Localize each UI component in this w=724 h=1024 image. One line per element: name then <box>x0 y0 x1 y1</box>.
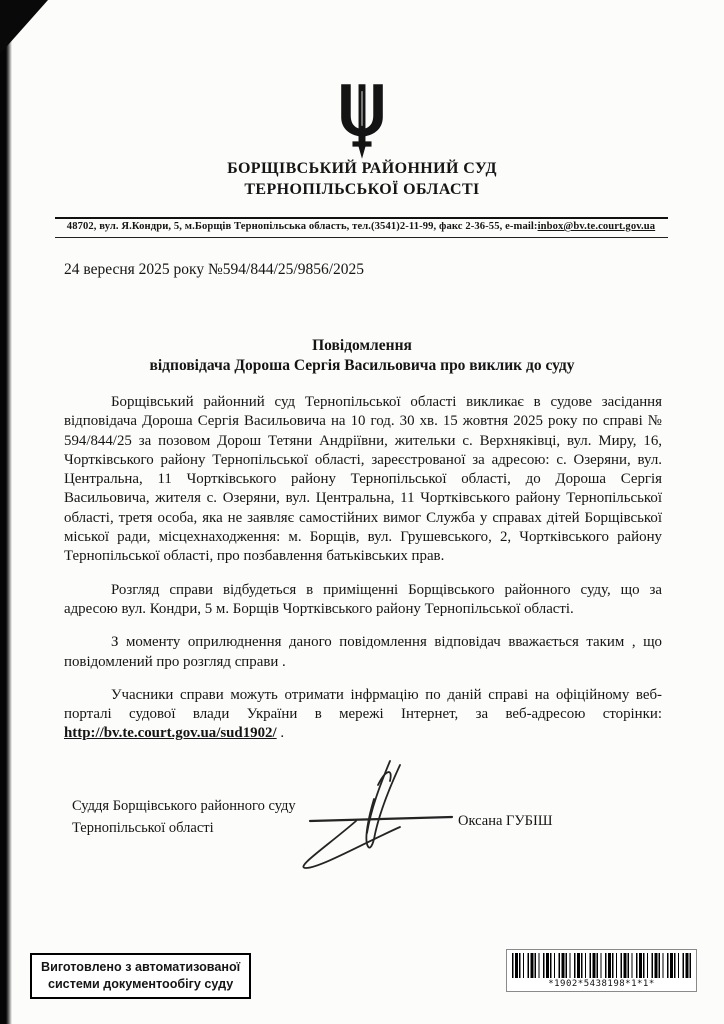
notice-title-block <box>0 336 724 377</box>
court-name-line1: БОРЩІВСЬКИЙ РАЙОННИЙ СУД <box>227 160 497 177</box>
header-divider-top <box>55 217 668 219</box>
portal-info-tail: . <box>276 725 285 742</box>
document-body <box>64 393 662 758</box>
header-divider-bottom <box>55 237 668 238</box>
barcode-bars <box>512 953 691 978</box>
body-paragraph-1: Борщівський районний суд Тернопільської області викликає в судове засідання відповідача Дороша Сергія Васильовича на 10 год. 30 хв. 15 жовтня 2025 року по справі № 594/844/25 за позовом Дорош Тетяни Андріївни, жительки с. Верхняківці, вул. Миру, 16, Чортківського району Тернопільської області, зареєстрованої за адресою: с. Озеряни, вул. Центральна, 11 Чортківського району Тернопільської області, до Дороша Сергія Васильовича, жителя с. Озеряни, вул. Центральна, 11 Чортківського району Тернопільської області, третя особа, яка не заявляє самостійних вимог Служба у справах дітей Борщівської міської ради, місцехнаходження: м. Борщів, вул. Грушевського, 2, Чортківського району Тернопільської області, про позбавлення батьківських прав. <box>64 394 662 565</box>
judge-role <box>72 796 296 840</box>
court-name-line2: ТЕРНОПІЛЬСЬКОЇ ОБЛАСТІ <box>244 180 480 198</box>
judge-role-line2: Тернопільської області <box>72 819 214 836</box>
notice-subtitle: відповідача Дороша Сергія Васильовича про виклик до суду <box>149 357 575 375</box>
stamp-line1: Виготовлено з автоматизованої <box>41 960 241 974</box>
court-name <box>0 159 724 201</box>
judge-role-line1: Суддя Борщівського районного суду <box>72 798 296 814</box>
scan-edge-artifact <box>0 0 12 1024</box>
court-address-text: 48702, вул. Я.Кондри, 5, м.Борщів Тернопільська область, тел.(3541)2-11-99, факс 2-36-55, e-mail: <box>66 221 538 232</box>
barcode <box>506 949 697 992</box>
date-and-case-number: 24 вересня 2025 року №594/844/25/9856/2025 <box>64 261 365 278</box>
body-paragraph-3: З моменту оприлюднення даного повідомлення відповідач вважається таким , що повідомлений про розгляд справи . <box>64 634 662 670</box>
court-portal-url: http://bv.te.court.gov.ua/sud1902/ <box>64 725 277 742</box>
scan-corner-artifact <box>0 0 48 54</box>
notice-title: Повідомлення <box>312 337 412 354</box>
judge-name: Оксана ГУБІШ <box>458 813 553 829</box>
portal-info-text: Учасники справи можуть отримати інфрмацію по даній справі на офіційному веб-порталі судової влади України в мережі Інтернет, за веб-адресою сторінки: <box>64 686 662 723</box>
court-address-line <box>48 221 674 232</box>
barcode-number: *1902*5438198*1*1* <box>548 979 655 989</box>
stamp-line2: системи документообігу суду <box>47 976 234 991</box>
body-paragraph-4 <box>64 686 662 744</box>
handwritten-signature <box>280 755 465 875</box>
court-email: inbox@bv.te.court.gov.ua <box>537 221 656 232</box>
ukraine-trident-emblem-icon <box>336 84 388 164</box>
body-paragraph-2: Розгляд справи відбудеться в приміщенні Борщівського районного суду, що за адресою вул. Кондри, 5 м. Борщів Чортківського району Тернопільської області. <box>64 581 662 617</box>
automation-stamp <box>30 953 251 999</box>
